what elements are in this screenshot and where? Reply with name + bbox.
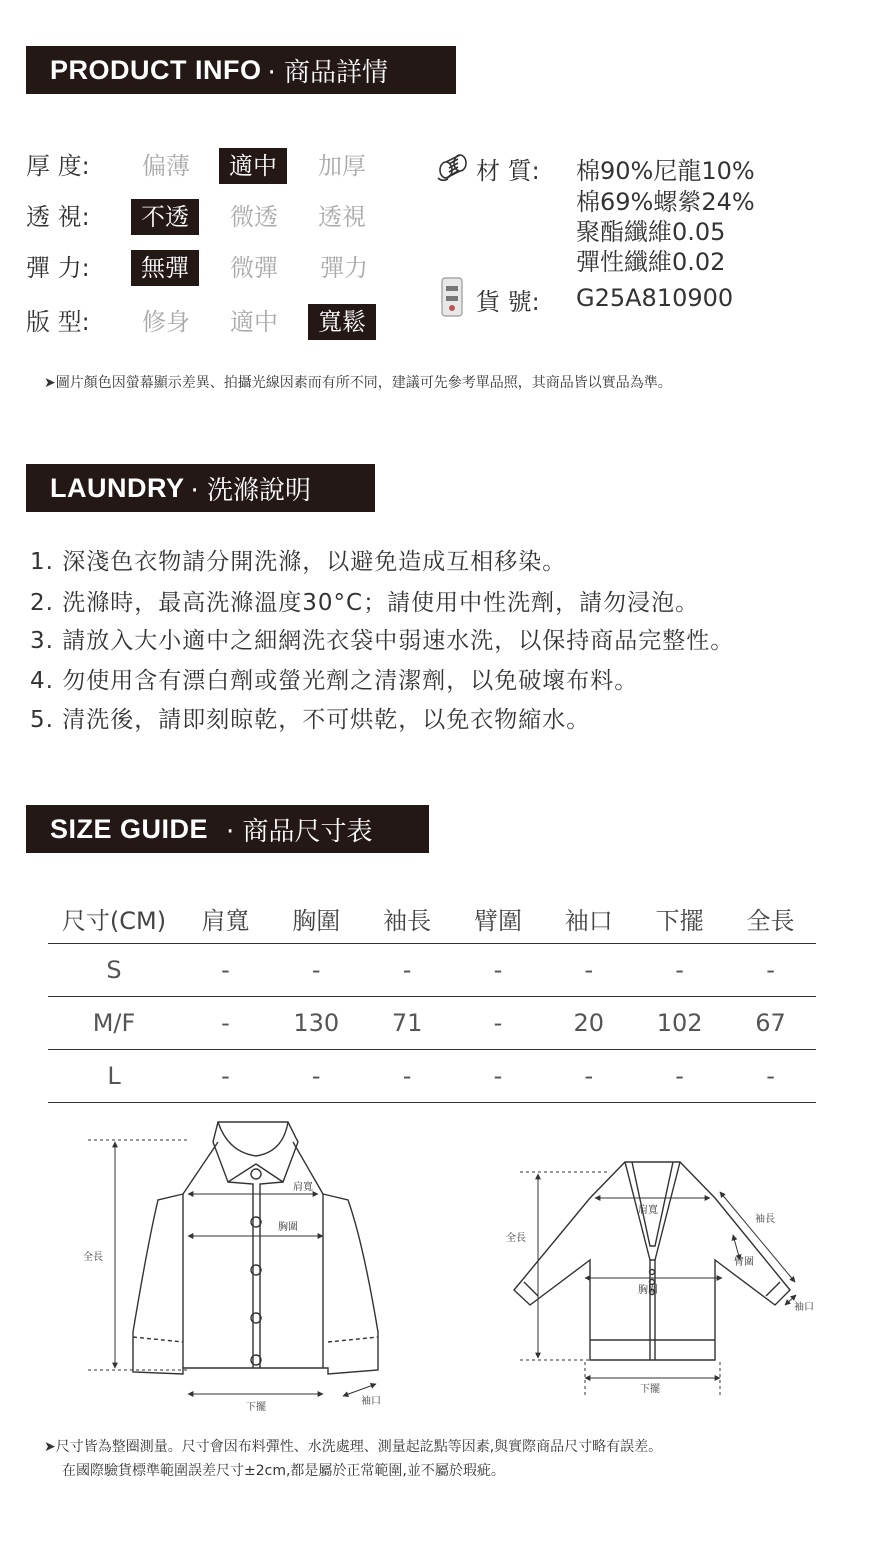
header-hem: 下擺 bbox=[634, 893, 725, 944]
table-cell: - bbox=[180, 997, 271, 1050]
size-table-header-row bbox=[48, 893, 816, 944]
thickness-option-thin: 偏薄 bbox=[142, 152, 190, 180]
cardigan-cuff-label: 袖口 bbox=[794, 1302, 814, 1313]
stretch-option-none: 無彈 bbox=[131, 250, 199, 286]
fit-label: 版 型: bbox=[26, 308, 90, 336]
cardigan-chest-label: 胸圍 bbox=[638, 1285, 658, 1296]
jacket-measurement-diagram bbox=[78, 1112, 398, 1422]
table-cell: L bbox=[48, 1050, 180, 1103]
table-cell: - bbox=[180, 1050, 271, 1103]
stretch-option-slight: 微彈 bbox=[230, 254, 278, 282]
table-cell: S bbox=[48, 944, 180, 997]
fit-option-regular: 適中 bbox=[230, 308, 278, 336]
header-size: 尺寸(CM) bbox=[48, 893, 180, 944]
table-cell: - bbox=[453, 1050, 544, 1103]
table-cell: - bbox=[634, 1050, 725, 1103]
table-cell: - bbox=[453, 997, 544, 1050]
table-cell: - bbox=[543, 1050, 634, 1103]
table-cell: - bbox=[271, 1050, 362, 1103]
laundry-item: 2. 洗滌時，最高洗滌溫度30°C；請使用中性洗劑，請勿浸泡。 bbox=[30, 590, 700, 616]
jacket-length-label: 全長 bbox=[83, 1252, 103, 1263]
size-note-line-2: 在國際驗貨標準範圍誤差尺寸±2cm,都是屬於正常範圍,並不屬於瑕疵。 bbox=[62, 1463, 505, 1479]
table-cell: - bbox=[725, 1050, 816, 1103]
cardigan-arm-label: 臂圍 bbox=[734, 1257, 754, 1268]
size-guide-title-zh: · 商品尺寸表 bbox=[226, 816, 373, 847]
sheer-label: 透 視: bbox=[26, 203, 90, 231]
jacket-shoulder-label: 肩寬 bbox=[293, 1182, 313, 1193]
size-guide-banner bbox=[26, 805, 429, 853]
sku-value: G25A810900 bbox=[576, 284, 734, 312]
thread-spool-icon bbox=[436, 152, 472, 182]
table-cell: - bbox=[362, 944, 453, 997]
sheer-option-sheer: 透視 bbox=[318, 203, 366, 231]
material-line-3: 聚酯纖維0.05 bbox=[576, 218, 726, 246]
color-disclaimer: ➤圖片顏色因螢幕顯示差異、拍攝光線因素而有所不同，建議可先參考單品照，其商品皆以實品為準。 bbox=[44, 375, 672, 391]
cardigan-shoulder-label: 肩寬 bbox=[638, 1205, 658, 1216]
size-guide-title-en: SIZE GUIDE bbox=[50, 813, 209, 844]
cardigan-length-label: 全長 bbox=[506, 1233, 526, 1244]
table-cell: - bbox=[271, 944, 362, 997]
table-cell: - bbox=[543, 944, 634, 997]
sheer-option-opaque: 不透 bbox=[131, 199, 199, 235]
sku-label: 貨 號: bbox=[476, 288, 540, 316]
product-info-banner bbox=[26, 46, 456, 94]
material-line-1: 棉90%尼龍10% bbox=[576, 157, 755, 185]
table-cell: M/F bbox=[48, 997, 180, 1050]
product-info-title-en: PRODUCT INFO bbox=[50, 54, 262, 85]
laundry-title-zh: · 洗滌說明 bbox=[190, 475, 312, 506]
laundry-title-en: LAUNDRY bbox=[50, 472, 185, 503]
tag-icon bbox=[440, 276, 466, 320]
material-line-4: 彈性纖維0.02 bbox=[576, 248, 726, 276]
table-cell: 102 bbox=[634, 997, 725, 1050]
fit-option-slim: 修身 bbox=[142, 308, 190, 336]
table-cell: - bbox=[180, 944, 271, 997]
laundry-item: 1. 深淺色衣物請分開洗滌，以避免造成互相移染。 bbox=[30, 549, 567, 575]
stretch-option-stretchy: 彈力 bbox=[320, 254, 368, 282]
table-cell: 71 bbox=[362, 997, 453, 1050]
sheer-option-slight: 微透 bbox=[230, 203, 278, 231]
table-cell: 130 bbox=[271, 997, 362, 1050]
header-sleeve: 袖長 bbox=[362, 893, 453, 944]
header-cuff: 袖口 bbox=[543, 893, 634, 944]
header-shoulder: 肩寬 bbox=[180, 893, 271, 944]
table-cell: - bbox=[725, 944, 816, 997]
header-length: 全長 bbox=[725, 893, 816, 944]
laundry-item: 5. 清洗後，請即刻晾乾，不可烘乾，以免衣物縮水。 bbox=[30, 707, 591, 733]
thickness-label: 厚 度: bbox=[26, 152, 90, 180]
stretch-label: 彈 力: bbox=[26, 254, 90, 282]
header-arm: 臂圍 bbox=[453, 893, 544, 944]
product-info-title-zh: · 商品詳情 bbox=[267, 57, 389, 88]
table-row bbox=[48, 944, 816, 997]
cardigan-measurement-diagram bbox=[500, 1150, 830, 1400]
cardigan-sleeve-label: 袖長 bbox=[755, 1214, 775, 1225]
thickness-option-thick: 加厚 bbox=[318, 152, 366, 180]
table-cell: - bbox=[634, 944, 725, 997]
jacket-chest-label: 胸圍 bbox=[278, 1222, 298, 1233]
jacket-hem-label: 下擺 bbox=[246, 1402, 266, 1413]
header-chest: 胸圍 bbox=[271, 893, 362, 944]
table-cell: 20 bbox=[543, 997, 634, 1050]
thickness-option-medium: 適中 bbox=[219, 148, 287, 184]
laundry-banner bbox=[26, 464, 375, 512]
material-line-2: 棉69%螺縈24% bbox=[576, 188, 755, 216]
table-cell: 67 bbox=[725, 997, 816, 1050]
cardigan-hem-label: 下擺 bbox=[640, 1384, 660, 1395]
jacket-cuff-label: 袖口 bbox=[361, 1396, 381, 1407]
table-cell: - bbox=[362, 1050, 453, 1103]
laundry-item: 4. 勿使用含有漂白劑或螢光劑之清潔劑，以免破壞布料。 bbox=[30, 668, 639, 694]
table-row bbox=[48, 997, 816, 1050]
table-cell: - bbox=[453, 944, 544, 997]
material-label: 材 質: bbox=[476, 157, 540, 185]
table-row bbox=[48, 1050, 816, 1103]
size-note-line-1: ➤尺寸皆為整圈測量。尺寸會因布料彈性、水洗處理、測量起訖點等因素,與實際商品尺寸略有誤差。 bbox=[44, 1439, 663, 1455]
fit-option-loose: 寬鬆 bbox=[308, 304, 376, 340]
laundry-item: 3. 請放入大小適中之細網洗衣袋中弱速水洗，以保持商品完整性。 bbox=[30, 628, 735, 654]
size-table bbox=[48, 893, 816, 1103]
